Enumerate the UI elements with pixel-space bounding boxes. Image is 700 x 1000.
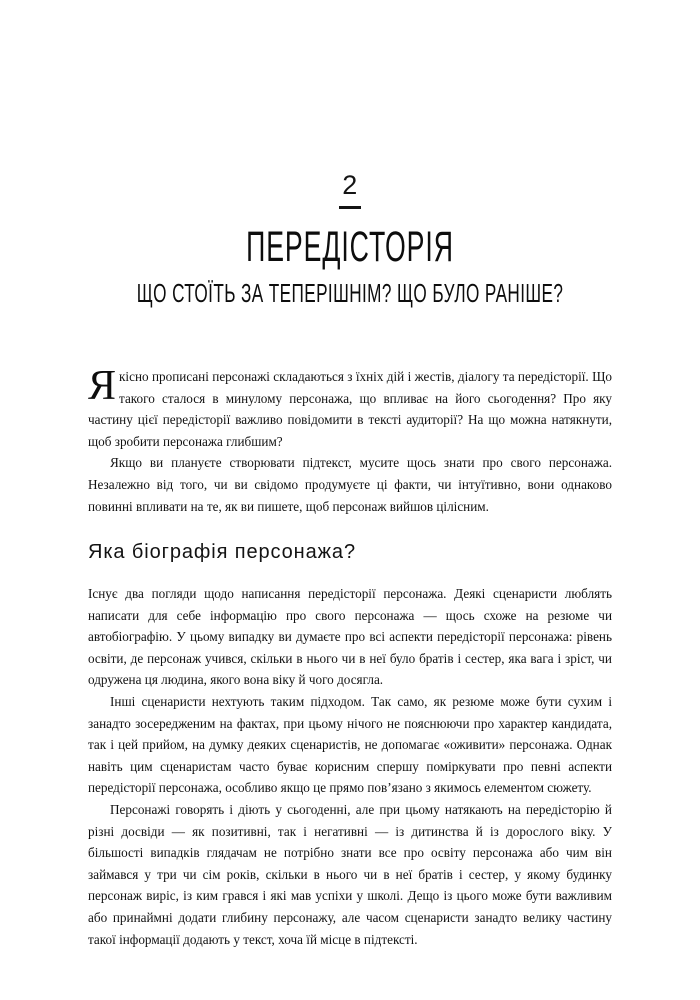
chapter-number-rule [339,206,361,209]
section-paragraph-3: Персонажі говорять і діють у сьогоденні, але при цьому натякають на передісторію й різні досвіди — як позитивні, так і негативні — із дитинства й із дорослого віку. У більшості випадків глядачам не потрібно знати все про освіту персонажа або чим він займався у три чи сім років, скільки в нього чи в неї братів і сестер, у якому будинку персонаж виріс, із ким грався і які мав успіхи у школі. Дещо із цього може бути важливим або принаймні додати глибину персонажу, але часом сценаристи занадто велику частину такої інформації додають у текст, хоча їй місце в підтексті. [88,801,612,947]
drop-cap: Я [88,363,117,409]
chapter-number: 2 [342,170,358,200]
intro-paragraph-1 [88,363,612,452]
chapter-opener [0,172,700,307]
intro-text-block [88,363,612,517]
chapter-subtitle: ЩО СТОЇТЬ ЗА ТЕПЕРІШНІМ? ЩО БУЛО РАНІШЕ? [136,277,564,308]
section-paragraph-1: Існує два погляди щодо написання передісторії персонажа. Деякі сценаристи люблять написати для себе інформацію про свого персонажа — щось схоже на резюме чи автобіографію. У цьому випадку ви думаєте про всі аспекти передісторії персонажа: рівень освіти, де персонаж учився, скільки в нього чи в неї було братів і сестер, яка вага і зріст, чи одружена ця людина, якого вона віку й чого досягла. [88,586,612,688]
intro-paragraph-2: Якщо ви плануєте створювати підтекст, мусите щось знати про свого персонажа. Незалежно від того, чи ви свідомо продумуєте ці факти, чи інтуїтивно, вони однаково повинні впливати на те, як ви пишете, щоб персонаж вийшов цілісним. [88,455,612,514]
intro-paragraph-1-text: кісно прописані персонажі складаються з їхніх дій і жестів, діалогу та передісторії. Що такого сталося в минулому персонажа, що впливає на його сьогодення? Про яку частину цієї передісторії важливо повідомити в тексті аудиторії? На що можна натякнути, щоб зробити персонажа глибшим? [88,369,612,449]
section-text-block [88,583,612,950]
section-heading: Яка біографія персонажа? [88,541,356,563]
section-paragraph-2: Інші сценаристи нехтують таким підходом. Так само, як резюме може бути сухим і занадто зосередженим на фактах, при цьому нічого не пояснюючи про характер кандидата, так і цей прийом, на думку деяких сценаристів, не допомагає «оживити» персонажа. Однак навіть цим сценаристам часто буває корисним спершу поміркувати про певні аспекти передісторії персонажа, особливо якщо це прямо пов’язано з якимось елементом сюжету. [88,693,612,796]
chapter-title: ПЕРЕДІСТОРІЯ [246,223,454,271]
